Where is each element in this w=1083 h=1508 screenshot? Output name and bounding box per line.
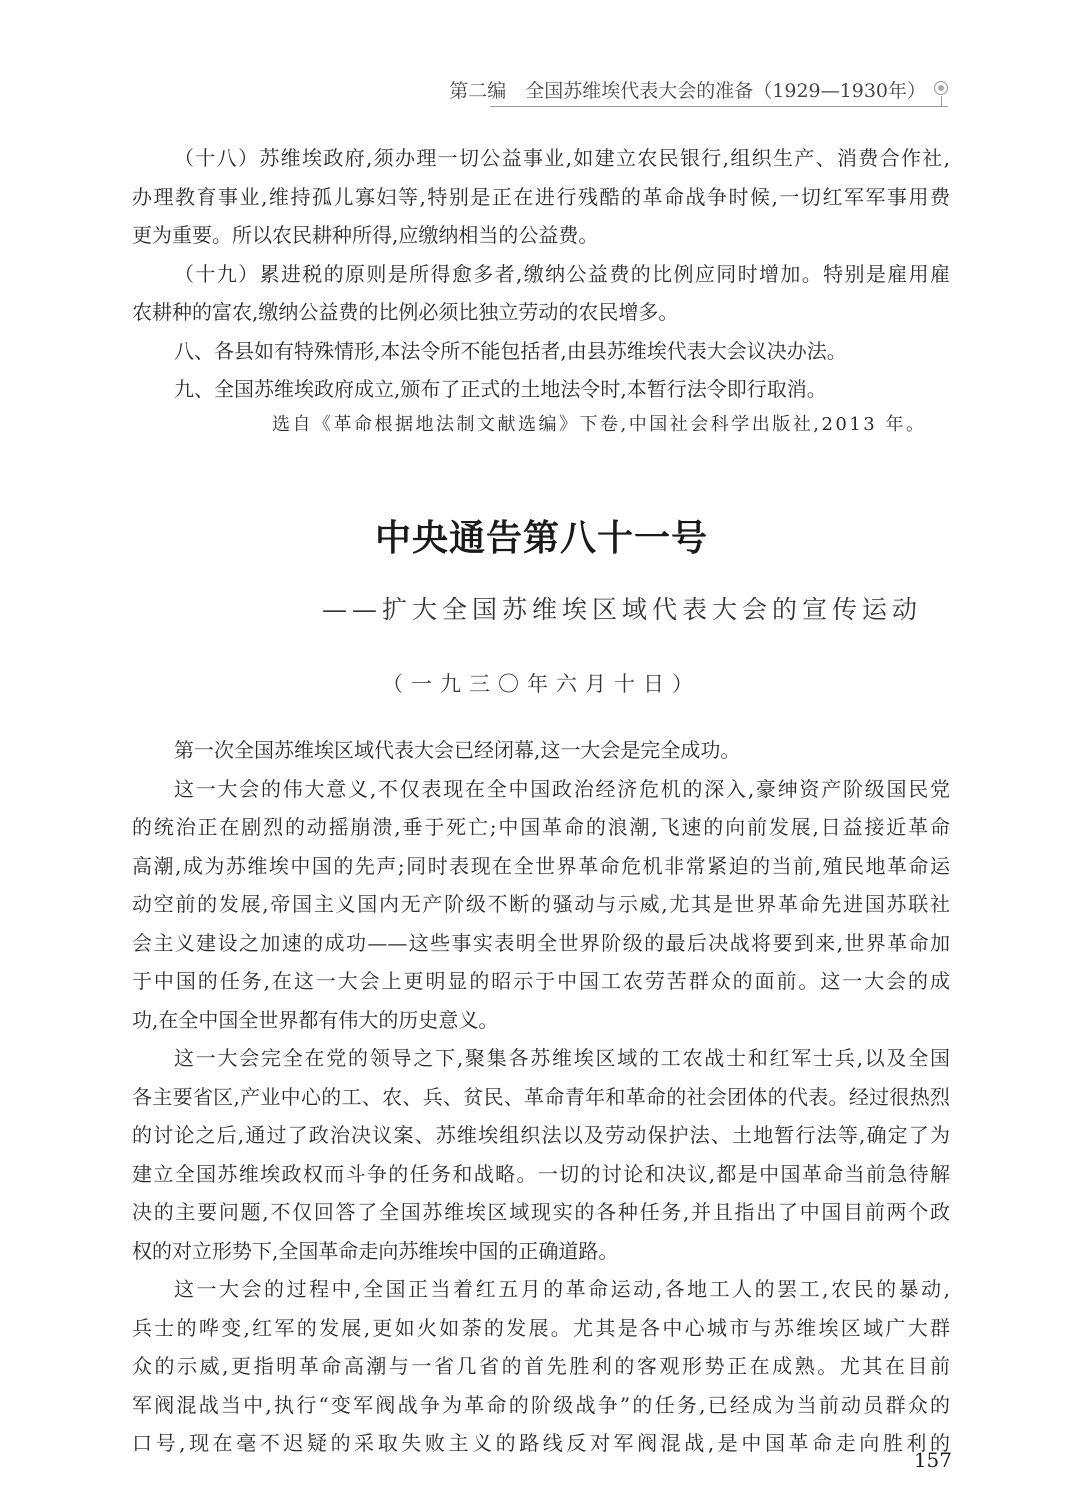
- text-line: 兵士的哗变,红军的发展,更如火如荼的发展。尤其是各中心城市与苏维埃区域广大群: [132, 1315, 950, 1340]
- running-title: 第二编 全国苏维埃代表大会的准备（1929—1930年）: [449, 80, 926, 102]
- text-line: （十九）累进税的原则是所得愈多者,缴纳公益费的比例应同时增加。特别是雇用雇: [174, 261, 950, 286]
- text-line: 更为重要。所以农民耕种所得,应缴纳相当的公益费。: [132, 223, 599, 247]
- text-line: 于中国的任务,在这一大会上更明显的昭示于中国工农劳苦群众的面前。这一大会的成: [132, 969, 950, 993]
- text-line: 权的对立形势下,全国革命走向苏维埃中国的正确道路。: [132, 1238, 619, 1263]
- text-line: （十八）苏维埃政府,须办理一切公益事业,如建立农民银行,组织生产、消费合作社,: [174, 146, 950, 170]
- text-line: 八、各县如有特殊情形,本法令所不能包括者,由县苏维埃代表大会议决办法。: [174, 338, 847, 363]
- text-line: 口号,现在毫不迟疑的采取失败主义的路线反对军阀混战,是中国革命走向胜利的: [132, 1431, 950, 1455]
- text-line: 这一大会的伟大意义,不仅表现在全中国政治经济危机的深入,豪绅资产阶级国民党: [174, 776, 950, 801]
- source-note: 选自《革命根据地法制文献选编》下卷,中国社会科学出版社,2013 年。: [272, 414, 927, 435]
- paragraph: [132, 139, 950, 255]
- text-line: 动空前的发展,帝国主义国内无产阶级不断的骚动与示威,尤其是世界革命先进国苏联社: [132, 892, 950, 916]
- circle-dot-icon: [934, 81, 948, 95]
- paragraph: [132, 255, 950, 332]
- article-date: （一九三〇年六月十日）: [382, 672, 701, 696]
- top-section: [132, 139, 950, 409]
- text-line: 九、全国苏维埃政府成立,颁布了正式的土地法令时,本暂行法令即行取消。: [174, 377, 827, 401]
- article-title: 中央通告第八十一号: [374, 517, 708, 559]
- page-number: 157: [913, 1448, 952, 1472]
- text-line: 建立全国苏维埃政权而斗争的任务和战略。一切的讨论和决议,都是中国革命当前急待解: [132, 1161, 950, 1186]
- text-line: 农耕种的富农,缴纳公益费的比例必须比独立劳动的农民增多。: [132, 300, 679, 324]
- article-subtitle: ——扩大全国苏维埃区域代表大会的宣传运动: [322, 595, 923, 624]
- text-line: 办理教育事业,维持孤儿寡妇等,特别是正在进行残酷的革命战争时候,一切红军军事用费: [132, 184, 950, 209]
- running-header: [449, 76, 948, 107]
- text-line: 的讨论之后,通过了政治决议案、苏维埃组织法以及劳动保护法、土地暂行法等,确定了为: [132, 1123, 950, 1147]
- text-line: 高潮,成为苏维埃中国的先声;同时表现在全世界革命危机非常紧迫的当前,殖民地革命运: [132, 853, 950, 878]
- text-line: 会主义建设之加速的成功——这些事实表明全世界阶级的最后决战将要到来,世界革命加: [132, 930, 950, 955]
- text-line: 第一次全国苏维埃区域代表大会已经闭幕,这一大会是完全成功。: [174, 738, 741, 762]
- text-line: 功,在全中国全世界都有伟大的历史意义。: [132, 1007, 499, 1032]
- text-line: 这一大会完全在党的领导之下,聚集各苏维埃区域的工农战士和红军士兵,以及全国: [174, 1046, 950, 1070]
- text-line: 决的主要问题,不仅回答了全国苏维埃区域现实的各种任务,并且指出了中国目前两个政: [132, 1200, 950, 1224]
- paragraph: [132, 332, 950, 371]
- paragraph: [132, 731, 950, 770]
- paragraph: [132, 770, 950, 1040]
- text-line: 这一大会的过程中,全国正当着红五月的革命运动,各地工人的罢工,农民的暴动,: [174, 1277, 950, 1301]
- paragraph: [132, 1039, 950, 1270]
- text-line: 各主要省区,产业中心的工、农、兵、贫民、革命青年和革命的社会团体的代表。经过很热烈: [132, 1084, 950, 1109]
- paragraph: [132, 370, 950, 409]
- article-body: [132, 731, 950, 1463]
- text-line: 众的示威,更指明革命高潮与一省几省的首先胜利的客观形势正在成熟。尤其在目前: [132, 1354, 950, 1378]
- paragraph: [132, 1270, 950, 1463]
- header-rule-tick: [941, 96, 942, 106]
- text-line: 军阀混战当中,执行“变军阀战争为革命的阶级战争”的任务,已经成为当前动员群众的: [132, 1392, 950, 1417]
- text-line: 的统治正在剧烈的动摇崩溃,垂于死亡;中国革命的浪潮,飞速的向前发展,日益接近革命: [132, 815, 950, 839]
